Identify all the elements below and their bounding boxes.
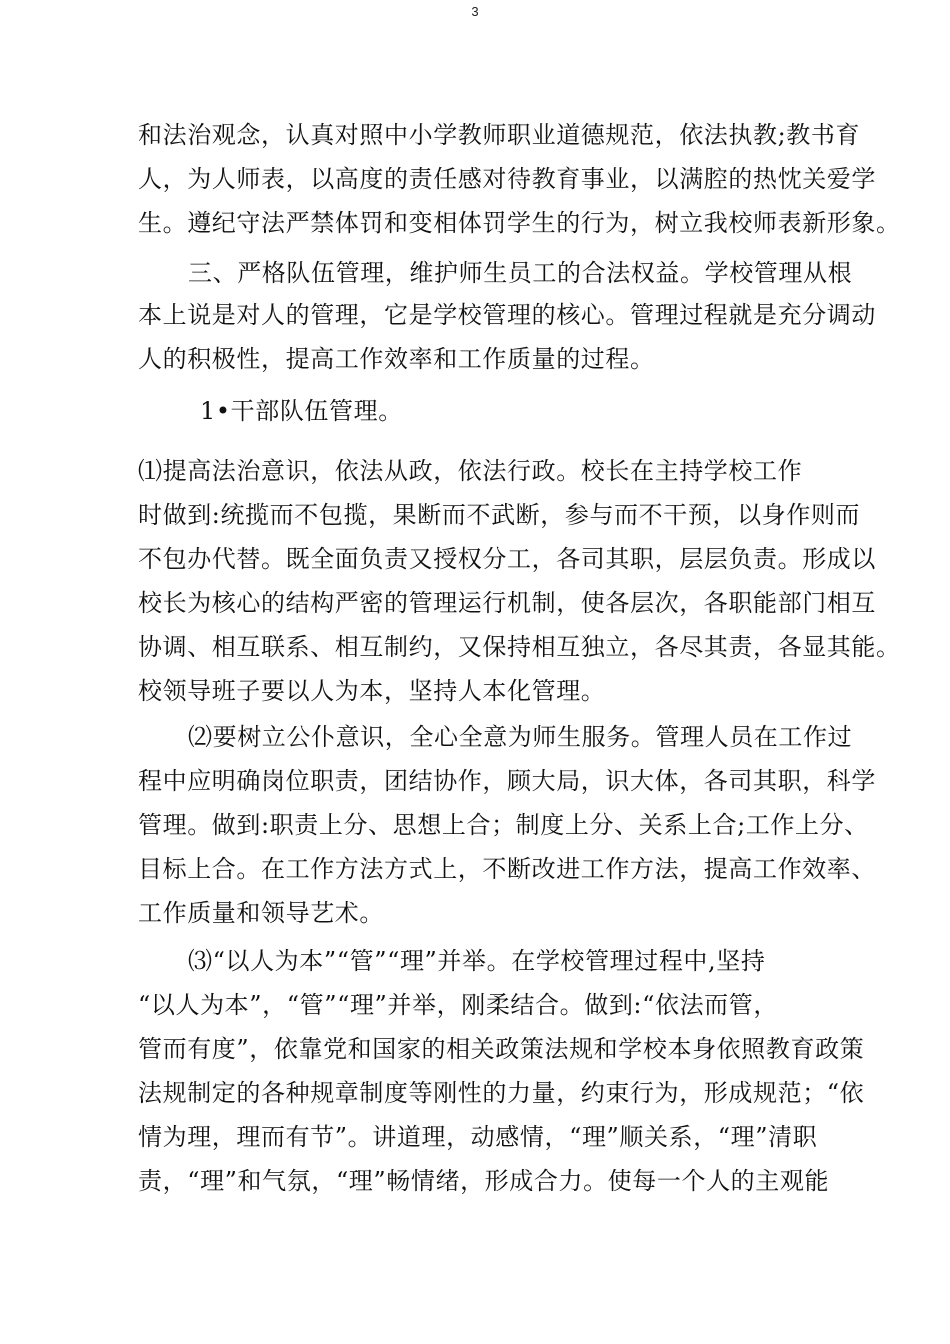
text-line: 校长为核心的结构严密的管理运行机制，使各层次，各职能部门相互	[138, 589, 876, 617]
text-line: 工作质量和领导艺术。	[138, 899, 384, 927]
text-line: 校领导班子要以人为本，坚持人本化管理。	[138, 677, 606, 705]
page-number: 3	[471, 4, 479, 19]
text-line: 法规制定的各种规章制度等刚性的力量，约束行为，形成规范；“依	[138, 1079, 865, 1107]
text-line: ⑴提高法治意识，依法从政，依法行政。校长在主持学校工作	[138, 457, 803, 485]
text-line: ⑵要树立公仆意识，全心全意为师生服务。管理人员在工作过	[188, 723, 853, 751]
text-line: 人的积极性，提高工作效率和工作质量的过程。	[138, 345, 655, 373]
text-line: 三、严格队伍管理，维护师生员工的合法权益。学校管理从根	[188, 259, 853, 287]
text-line: 管而有度”，依靠党和国家的相关政策法规和学校本身依照教育政策	[138, 1035, 865, 1063]
text-line: 程中应明确岗位职责，团结协作，顾大局，识大体，各司其职，科学	[138, 767, 876, 795]
text-line: ⑶“以人为本”“管”“理”并举。在学校管理过程中,坚持	[188, 947, 766, 975]
text-line: 目标上合。在工作方法方式上，不断改进工作方法，提高工作效率、	[138, 855, 876, 883]
text-line: 和法治观念，认真对照中小学教师职业道德规范，依法执教;教书育	[138, 121, 861, 149]
text-line: 协调、相互联系、相互制约，又保持相互独立，各尽其责，各显其能。	[138, 633, 901, 661]
text-line: 不包办代替。既全面负责又授权分工，各司其职，层层负责。形成以	[138, 545, 876, 573]
text-line: 管理。做到:职责上分、思想上合；制度上分、关系上合;工作上分、	[138, 811, 869, 839]
text-line: 本上说是对人的管理，它是学校管理的核心。管理过程就是充分调动	[138, 301, 876, 329]
text-line: 情为理，理而有节”。讲道理，动感情，“理”顺关系，“理”清职	[138, 1123, 818, 1151]
text-line: 时做到:统揽而不包揽，果断而不武断，参与而不干预，以身作则而	[138, 501, 861, 529]
section-heading: 1•干部队伍管理。	[200, 397, 403, 425]
text-line: “以人为本”，“管”“理”并举，刚柔结合。做到:“依法而管，	[138, 991, 778, 1019]
text-line: 人，为人师表，以高度的责任感对待教育事业，以满腔的热忱关爱学	[138, 165, 876, 193]
text-line: 生。遵纪守法严禁体罚和变相体罚学生的行为，树立我校师表新形象。	[138, 209, 901, 237]
text-line: 责，“理”和气氛，“理”畅情绪，形成合力。使每一个人的主观能	[138, 1167, 830, 1195]
